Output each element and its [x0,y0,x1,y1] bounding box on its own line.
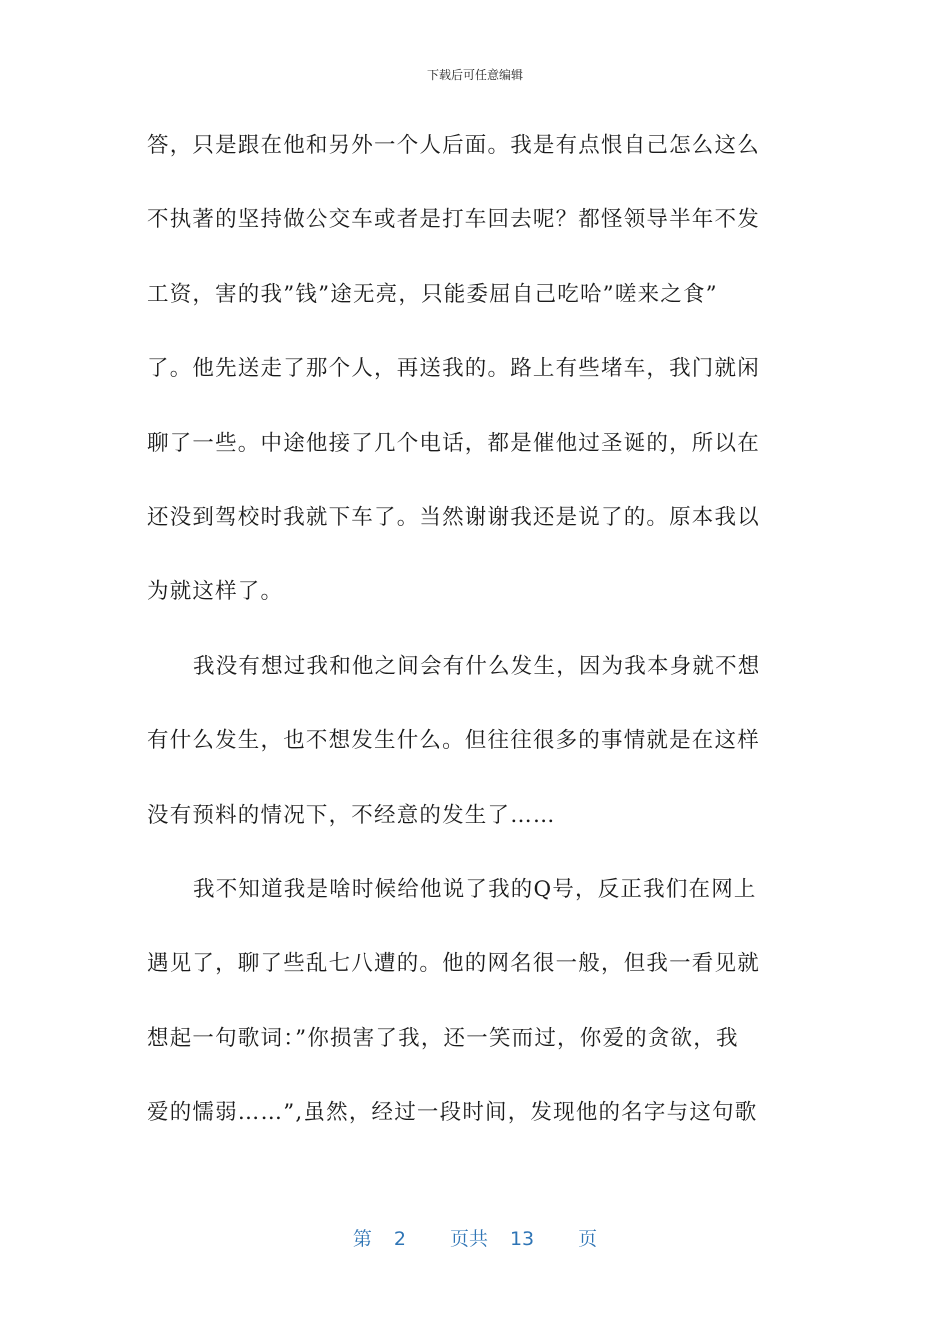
text-line: 还没到驾校时我就下车了。当然谢谢我还是说了的。原本我以 [147,504,760,530]
paragraph-first-line: 我不知道我是啥时候给他说了我的Q号，反正我们在网上 [193,876,757,902]
paragraph-first-line: 我没有想过我和他之间会有什么发生，因为我本身就不想 [193,653,761,679]
text-line: 不执著的坚持做公交车或者是打车回去呢？都怪领导半年不发 [147,207,760,233]
text-line: 聊了一些。中途他接了几个电话，都是催他过圣诞的，所以在 [147,430,760,456]
current-page-number: 2 [393,1228,406,1250]
text-line: 答，只是跟在他和另外一个人后面。我是有点恨自己怎么这么 [147,133,760,158]
text-line: 遇见了，聊了些乱七八遭的。他的网名很一般，但我一看见就 [147,951,760,977]
text-line: 爱的懦弱……”,虽然，经过一段时间，发现他的名字与这句歌 [147,1100,758,1126]
text-line: 有什么发生，也不想发生什么。但往往很多的事情就是在这样 [147,728,760,754]
text-line: 想起一句歌词：”你损害了我，还一笑而过，你爱的贪欲，我 [147,1025,739,1051]
page-header: 下载后可任意编辑 [426,68,523,82]
footer-prefix: 第 [352,1228,372,1250]
footer-suffix: 页 [578,1228,598,1250]
text-line: 没有预料的情况下，不经意的发生了…… [147,802,556,828]
footer-middle: 页共 [449,1228,488,1250]
total-page-count: 13 [509,1228,535,1250]
page-footer [0,1226,950,1252]
text-line: 了。他先送走了那个人，再送我的。路上有些堵车，我门就闲 [147,356,760,382]
text-line: 为就这样了。 [147,579,284,605]
document-body [147,124,807,1165]
text-line: 工资，害的我”钱”途无亮，只能委屈自己吃哈”嗟来之食” [147,281,718,307]
